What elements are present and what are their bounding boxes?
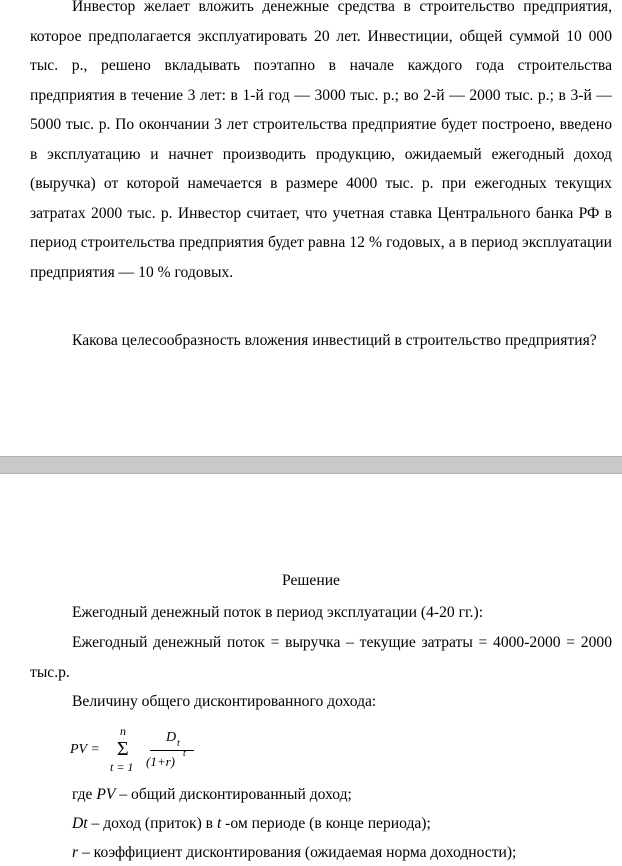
- solution-line-cashflow-period: Ежегодный денежный поток в период эксплуатации (4-20 гг.):: [72, 604, 484, 621]
- pv-formula: [70, 724, 270, 774]
- definition-r: r – коэффициент дисконтирования (ожидаемая норма доходности);: [72, 844, 517, 861]
- formula-sigma: Σ: [117, 738, 129, 760]
- formula-sum-lower: t = 1: [110, 760, 134, 774]
- definition-pv: где PV – общий дисконтированный доход;: [72, 786, 352, 803]
- formula-denominator-exp: t: [183, 748, 186, 759]
- page-separator: [0, 456, 622, 474]
- problem-paragraph: Инвестор желает вложить денежные средства в строительство предприятия, которое предполагается эксплуатировать 20 лет. Инвестиции, общей суммой 10 000 тыс. р., решено вкладывать поэтапно в начале каждого года строительства предприятия в течение 3 лет: в 1-й год — 3000 тыс. р.; во 2-й — 2000 тыс. р.; в 3-й — 5000 тыс. р. По окончании 3 лет строительства предприятие будет построено, введено в эксплуатацию и начнет производить продукцию, ожидаемый ежегодный доход (выручка) от которой намечается в размере 4000 тыс. р. при ежегодных текущих затратах 2000 тыс. р. Инвестор считает, что учетная ставка Центрального банка РФ в период строительства предприятия будет равна 12 % годовых, а в период эксплуатации предприятия — 10 % годовых.: [30, 0, 612, 281]
- solution-heading: Решение: [282, 572, 340, 589]
- problem-question: Какова целесообразность вложения инвестиций в строительство предприятия?: [72, 332, 597, 349]
- symbol-dt: Dt: [72, 815, 88, 832]
- symbol-pv: PV: [96, 786, 116, 803]
- definition-dt: Dt – доход (приток) в t -ом периоде (в конце периода);: [72, 815, 431, 832]
- symbol-t: t: [216, 815, 222, 832]
- formula-numerator-sub: t: [177, 738, 180, 749]
- formula-lhs: PV =: [70, 742, 100, 757]
- formula-numerator: D: [166, 730, 177, 745]
- solution-line-cashflow-calc: Ежегодный денежный поток = выручка – текущие затраты = 4000-2000 = 2000 тыс.р.: [30, 634, 612, 681]
- symbol-r: r: [72, 844, 79, 861]
- document-page-lower: [0, 474, 622, 866]
- formula-denominator: (1+r): [146, 754, 175, 769]
- solution-line-pv-intro: Величину общего дисконтированного дохода:: [72, 693, 377, 710]
- formula-sum-upper: n: [120, 724, 126, 738]
- formula-fraction-bar: [150, 750, 194, 751]
